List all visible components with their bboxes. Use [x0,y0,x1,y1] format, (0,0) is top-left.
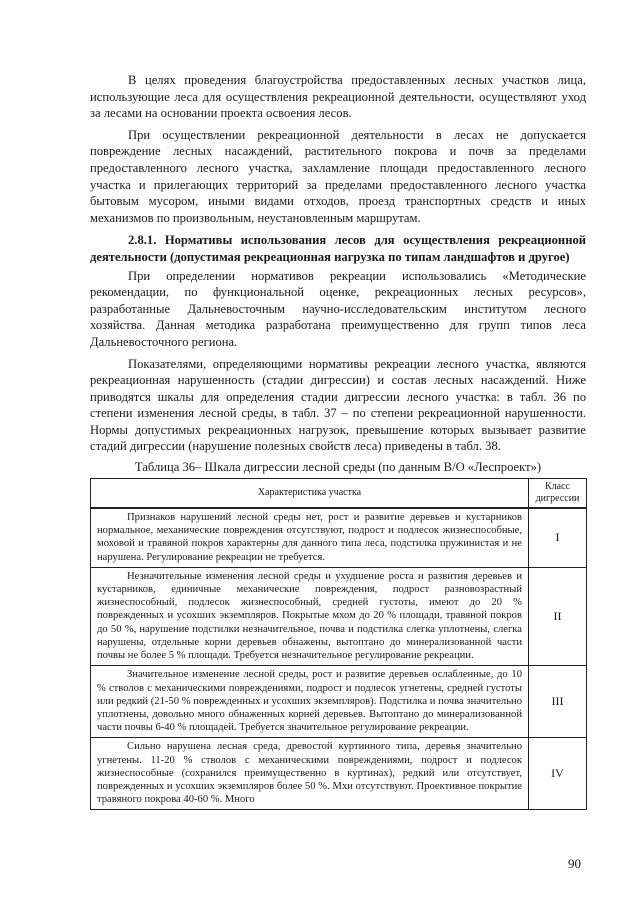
page-number: 90 [568,856,581,871]
paragraph-improvement: В целях проведения благоустройства предоставленных лесных участков лица, использующие леса для осуществления рекреационной деятельности, осуществляют уход за лесами на основании проекта освоения лесов. [90,73,586,121]
row-description: Незначительные изменения лесной среды и ухудшение роста и развития деревьев и кустарников, единичные механические повреждения, подрост разновозрастный жизнеспособный, подлесок жизнеспособный, средней густоты, имеют до 20 % поврежденных и усохших экземпляров. Покрытые мхом до 20 % площади, травяной покров до 50 %, нарушение подстилки незначительное, почва и подстилка слегка уплотнены, слегка нарушены, отдельные корни деревьев обнажены, вытоптано до минерализованной части почвы не более 5 % площади. Требуется незначительное регулирование рекреации. [91,567,529,665]
table-row [91,666,587,738]
paragraph-indicators: Показателями, определяющими нормативы рекреации лесного участка, являются рекреационная нарушенность (стадии дигрессии) и состав лесных насаждений. Ниже приводятся шкалы для определения стадии дигрессии лесного участка: в табл. 36 по степени изменения лесной среды, в табл. 37 – по степени рекреационной нарушенности. Нормы допустимых рекреационных нагрузок, превышение которых вызывает развитие стадий дигрессии (нарушение полезных свойств леса) приведены в табл. 38. [90,356,586,454]
header-class: Класс дигрессии [529,479,587,509]
header-characteristic: Характеристика участка [91,479,529,509]
row-description: Сильно нарушена лесная среда, древостой куртинного типа, деревья значительно угнетены. 11-20 % стволов с механическими повреждениями, подрост и подлесок жизнеспособные (сохранился преимущественно в куртинах), редкий или отсутствует, поврежденных и усохших экземпляров более 50 %. Мхи отсутствуют. Проективное покрытие травяного покрова 40-60 %. Много [91,738,529,810]
row-description: Признаков нарушений лесной среды нет, рост и развитие деревьев и кустарников нормальное, механические повреждения отсутствуют, подрост и подлесок жизнеспособные, моховой и травяной покров характерны для данного типа леса, подстилка пружинистая и не нарушена. Регулирование рекреации не требуется. [91,508,529,567]
row-class: II [529,567,587,665]
row-class: III [529,666,587,738]
page-content [90,72,586,810]
table-row [91,508,587,567]
digression-scale-table [90,478,587,810]
table-caption: Таблица 36– Шкала дигрессии лесной среды (по данным В/О «Леспроект») [134,460,542,475]
section-heading: 2.8.1. Нормативы использования лесов для осуществления рекреационной деятельности (допустимая рекреационная нагрузка по типам ландшафтов и другое) [90,233,586,264]
table-header-row [91,479,587,509]
row-class: I [529,508,587,567]
table-row [91,738,587,810]
row-class: IV [529,738,587,810]
paragraph-prohibitions: При осуществлении рекреационной деятельности в лесах не допускается повреждение лесных насаждений, растительного покрова и почв за пределами предоставленного лесного участка, захламление площади предоставленного лесного участка и прилегающих территорий за пределами предоставленного лесного участка бытовым мусором, иными видами отходов, проезд транспортных средств и иных механизмов по произвольным, неустановленным маршрутам. [90,127,586,225]
paragraph-methodology: При определении нормативов рекреации использовались «Методические рекомендации, по функциональной оценке, рекреационных лесных ресурсов», разработанные Дальневосточным научно-исследовательским институтом лесного хозяйства. Данная методика разработана преимущественно для групп типов леса Дальневосточного региона. [90,268,586,349]
row-description: Значительное изменение лесной среды, рост и развитие деревьев ослабленные, до 10 % стволов с механическими повреждениями, подрост и подлесок угнетены, средней густоты или редкий (21-50 % поврежденных и усохших экземпляров). Подстилка и почва значительно уплотнены, довольно много обнаженных корней деревьев. Вытоптано до минерализованной части почвы 6-40 % площадей. Требуется значительное регулирование рекреации. [91,666,529,738]
table-row [91,567,587,665]
